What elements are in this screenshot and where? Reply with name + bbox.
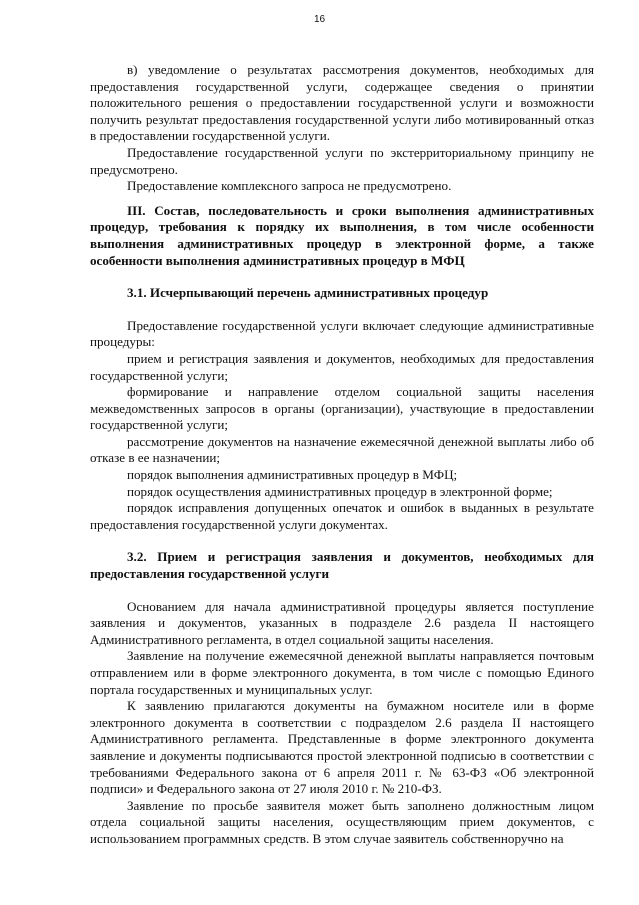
paragraph: Заявление по просьбе заявителя может быть заполнено должностным лицом отдела социальной защиты населения, осуществляющим прием документов, с использованием программных средств. В этом случае заявитель собственноручно на (90, 797, 594, 846)
spacer (90, 269, 594, 285)
subsection-heading-3-2: 3.2. Прием и регистрация заявления и документов, необходимых для предоставления государственной услуги (90, 549, 594, 582)
paragraph: К заявлению прилагаются документы на бумажном носителе или в форме электронного документа в соответствии с подразделом 2.6 раздела II настоящего Административного регламента. Представленные в форме электронного документа заявление и документы подписываются простой электронной подписью в соответствии с требованиями Федерального закона от 6 апреля 2011 г. № 63-ФЗ «Об электронной подписи» и Федерального закона от 27 июля 2010 г. № 210-ФЗ. (90, 698, 594, 797)
spacer (90, 533, 594, 549)
list-item: рассмотрение документов на назначение ежемесячной денежной выплаты либо об отказе в ее назначении; (90, 433, 594, 466)
subsection-heading-3-1: 3.1. Исчерпывающий перечень административных процедур (127, 285, 489, 301)
list-item: порядок исправления допущенных опечаток и ошибок в выданных в результате предоставления государственной услуги документах. (90, 500, 594, 532)
paragraph-notification: в) уведомление о результатах рассмотрения документов, необходимых для предоставления государственной услуги, содержащее сведения о принятии положительного решения о предоставлении государственной услуги и возможности получить результат предоставления государственной услуги либо мотивированный отказ в предоставлении государственной услуги. (90, 62, 594, 144)
page-number: 16 (313, 14, 326, 25)
paragraph: Заявление на получение ежемесячной денежной выплаты направляется почтовым отправлением или в форме электронного документа, в том числе с помощью Единого портала государственных и муниципальных услуг. (90, 648, 594, 697)
spacer (90, 302, 594, 318)
paragraph: Основанием для начала административной процедуры является поступление заявления и документов, указанных в подразделе 2.6 раздела II настоящего Административного регламента, в отдел социальной защиты населения. (90, 598, 594, 647)
list-item: формирование и направление отделом социальной защиты населения межведомственных запросов в органы (организации), участвующие в предоставлении государственной услуги; (90, 384, 594, 433)
spacer (90, 583, 594, 599)
list-item: порядок выполнения административных процедур в МФЦ; (127, 467, 458, 483)
spacer (90, 195, 594, 203)
paragraph-extraterritorial: Предоставление государственной услуги по экстерриториальному принципу не предусмотрено. (90, 144, 594, 177)
list-item: порядок осуществления административных процедур в электронной форме; (127, 483, 553, 499)
section-heading-iii: III. Состав, последовательность и сроки выполнения административных процедур, требования к порядку их выполнения, в том числе особенности выполнения административных процедур в электронной форме, а также особенности выполнения административных процедур в МФЦ (90, 202, 594, 268)
paragraph-procedures-intro: Предоставление государственной услуги включает следующие административные процедуры: (90, 317, 594, 350)
list-item: прием и регистрация заявления и документов, необходимых для предоставления государственной услуги; (90, 350, 594, 383)
paragraph-complex-request: Предоставление комплексного запроса не предусмотрено. (127, 178, 452, 194)
page-body (90, 62, 594, 848)
